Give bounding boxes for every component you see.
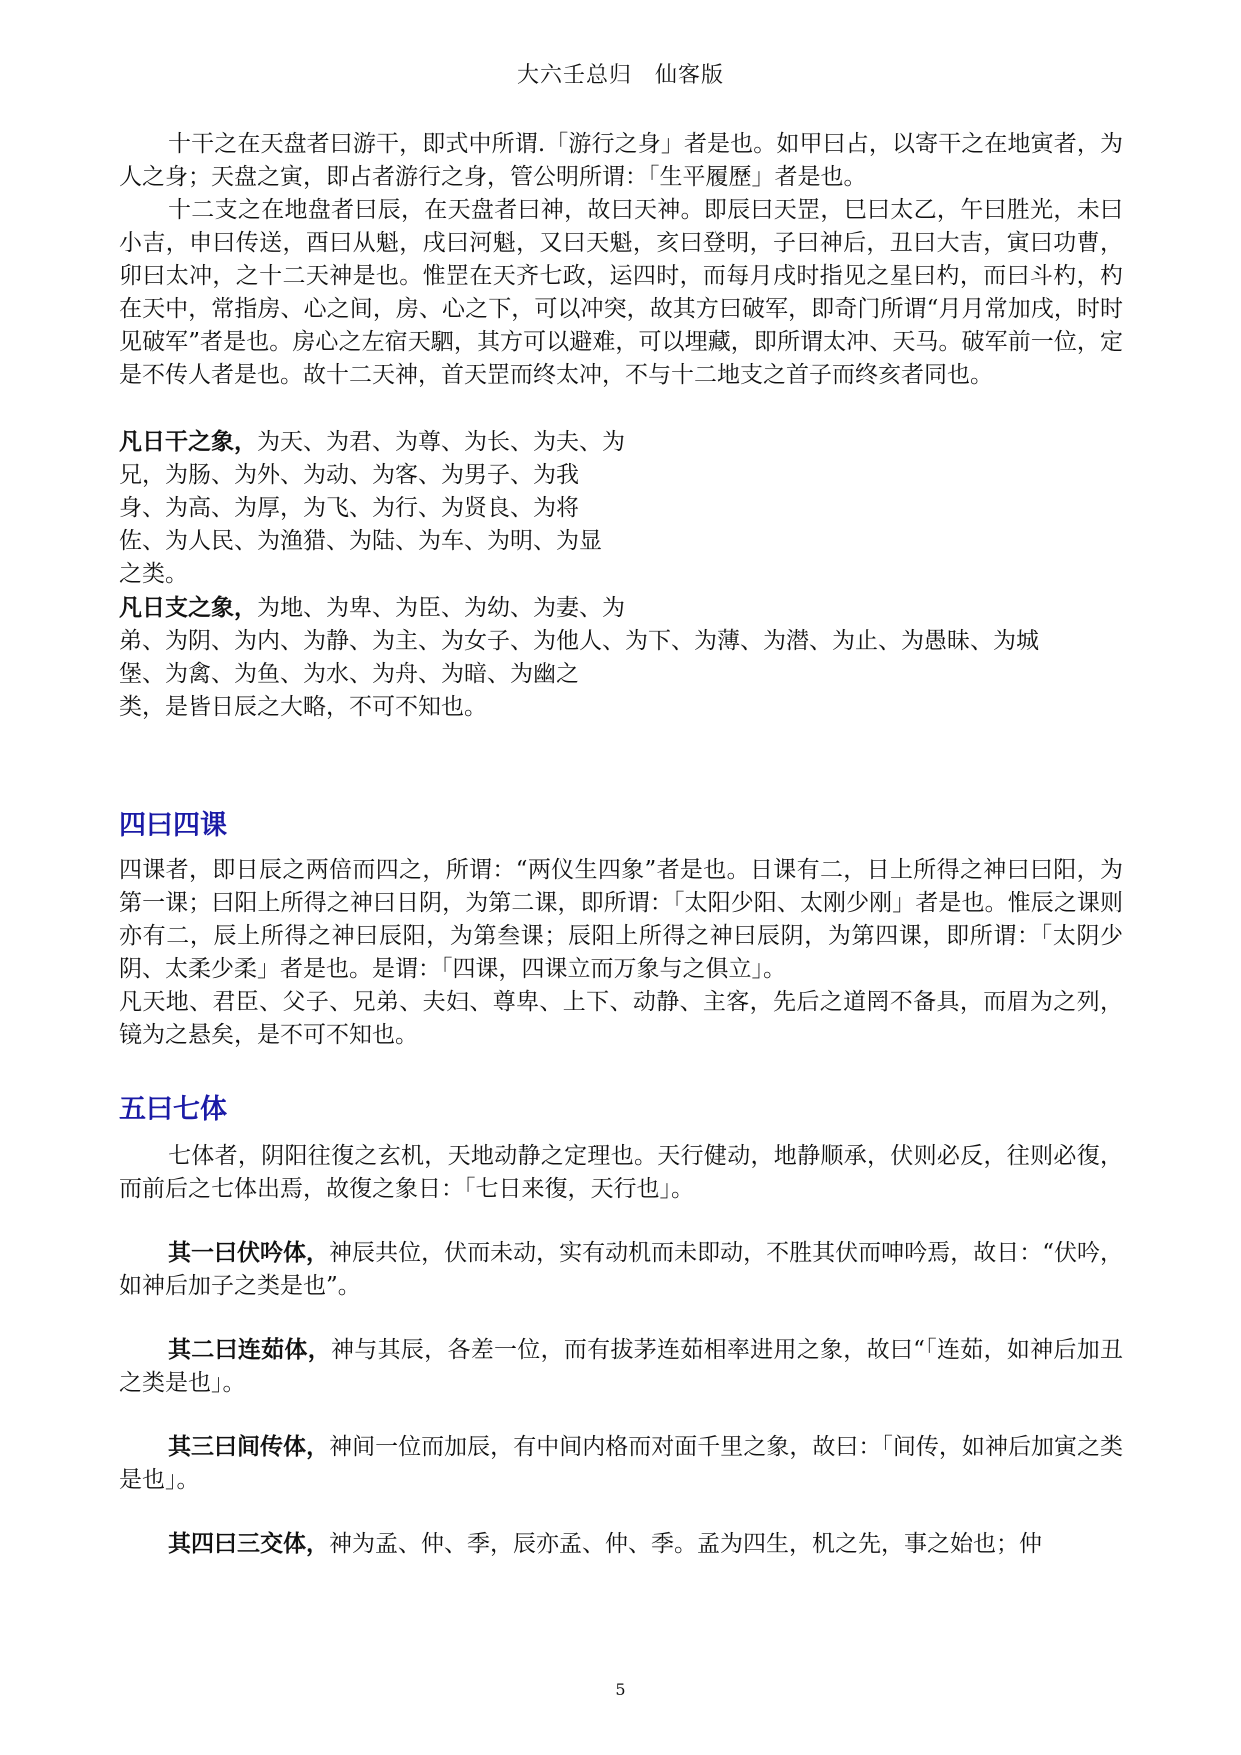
intro-paragraph-1: 十干之在天盘者曰游干，即式中所谓.「游行之身」者是也。如甲曰占，以寄干之在地寅者，为人之身；天盘之寅，即占者游行之身，管公明所谓：「生平履歷」者是也。 xyxy=(119,131,1123,190)
section-heading-four-lessons: 四曰四课 xyxy=(119,810,227,841)
gan-line-5: 之类。 xyxy=(119,561,188,587)
four-lessons-paragraph-1: 四课者，即日辰之两倍而四之，所谓：“两仪生四象”者是也。日课有二，日上所得之神曰曰阳，为第一课；曰阳上所得之神曰日阴，为第二课，即所谓：「太阳少阳、太刚少刚」者是也。惟辰之课则亦有二，辰上所得之神曰辰阳，为第叁课；辰阳上所得之神曰辰阴，为第四课，即所谓：「太阴少阴、太柔少柔」者是也。是谓：「四课，四课立而万象与之俱立」。 xyxy=(119,857,1123,982)
gan-line-4: 佐、为人民、为渔猎、为陆、为车、为明、为显 xyxy=(119,528,602,554)
four-lessons-paragraph-2: 凡天地、君臣、父子、兄弟、夫妇、尊卑、上下、动静、主客，先后之道罔不备具，而眉为之列，镜为之悬矣，是不可不知也。 xyxy=(119,989,1123,1048)
zhi-block xyxy=(119,591,1123,724)
form-item-4: 其四曰三交体，神为孟、仲、季，辰亦孟、仲、季。孟为四生，机之先，事之始也；仲 xyxy=(168,1530,1042,1557)
gan-line-3: 身、为高、为厚，为飞、为行、为贤良、为将 xyxy=(119,495,579,521)
gan-line-2: 兄，为肠、为外、为动、为客、为男子、为我 xyxy=(119,462,579,488)
zhi-label: 凡日支之象， xyxy=(119,594,257,621)
intro-paragraph-2: 十二支之在地盘者曰辰，在天盘者曰神，故曰天神。即辰曰天罡，巳曰太乙，午曰胜光，未曰小吉，申曰传送，酉曰从魁，戌曰河魁，又曰天魁，亥曰登明，子曰神后，丑曰大吉，寅曰功曹，卯曰太冲，之十二天神是也。惟罡在天齐七政，运四时，而每月戌时指见之星曰杓，而曰斗杓，杓在天中，常指房、心之间，房、心之下，可以冲突，故其方曰破军，即奇门所谓“月月常加戌，时时见破军”者是也。房心之左宿天駟，其方可以避难，可以埋藏，即所谓太冲、天马。破军前一位，定是不传人者是也。故十二天神，首天罡而终太冲，不与十二地支之首子而终亥者同也。 xyxy=(119,197,1123,388)
page-number: 5 xyxy=(615,1680,626,1699)
form-item-1: 其一曰伏吟体，神辰共位，伏而未动，实有动机而未即动，不胜其伏而呻吟焉，故日：“伏吟，如神后加子之类是也”。 xyxy=(119,1239,1123,1299)
gan-label: 凡日干之象， xyxy=(119,428,257,455)
gan-line-1: 凡日干之象，为天、为君、为尊、为长、为夫、为 xyxy=(119,428,625,455)
form-item-3: 其三曰间传体，神间一位而加辰，有中间内格而对面千里之象，故曰：「间传，如神后加寅之类是也」。 xyxy=(119,1433,1124,1493)
page-content xyxy=(119,128,1123,1561)
zhi-line-1: 凡日支之象，为地、为卑、为臣、为幼、为妻、为 xyxy=(119,594,625,621)
gan-block xyxy=(119,425,1123,591)
seven-forms-intro: 七体者，阴阳往復之玄机，天地动静之定理也。天行健动，地静顺承，伏则必反，往则必復，而前后之七体出焉，故復之象日：「七日来復，天行也」。 xyxy=(119,1143,1123,1202)
zhi-line-2: 弟、为阴、为内、为静、为主、为女子、为他人、为下、为薄、为潜、为止、为愚昧、为城 xyxy=(119,628,1039,654)
form-item-2: 其二曰连茹体，神与其辰，各差一位，而有拔茅连茹相率进用之象，故曰“「连茹，如神后加丑之类是也」。 xyxy=(119,1336,1124,1396)
section-heading-seven-forms: 五曰七体 xyxy=(119,1094,227,1125)
zhi-line-4: 类，是皆日辰之大略，不可不知也。 xyxy=(119,694,487,720)
page-header: 大六壬总归 仙客版 xyxy=(516,63,724,88)
zhi-line-3: 堡、为禽、为鱼、为水、为舟、为暗、为幽之 xyxy=(119,661,579,687)
